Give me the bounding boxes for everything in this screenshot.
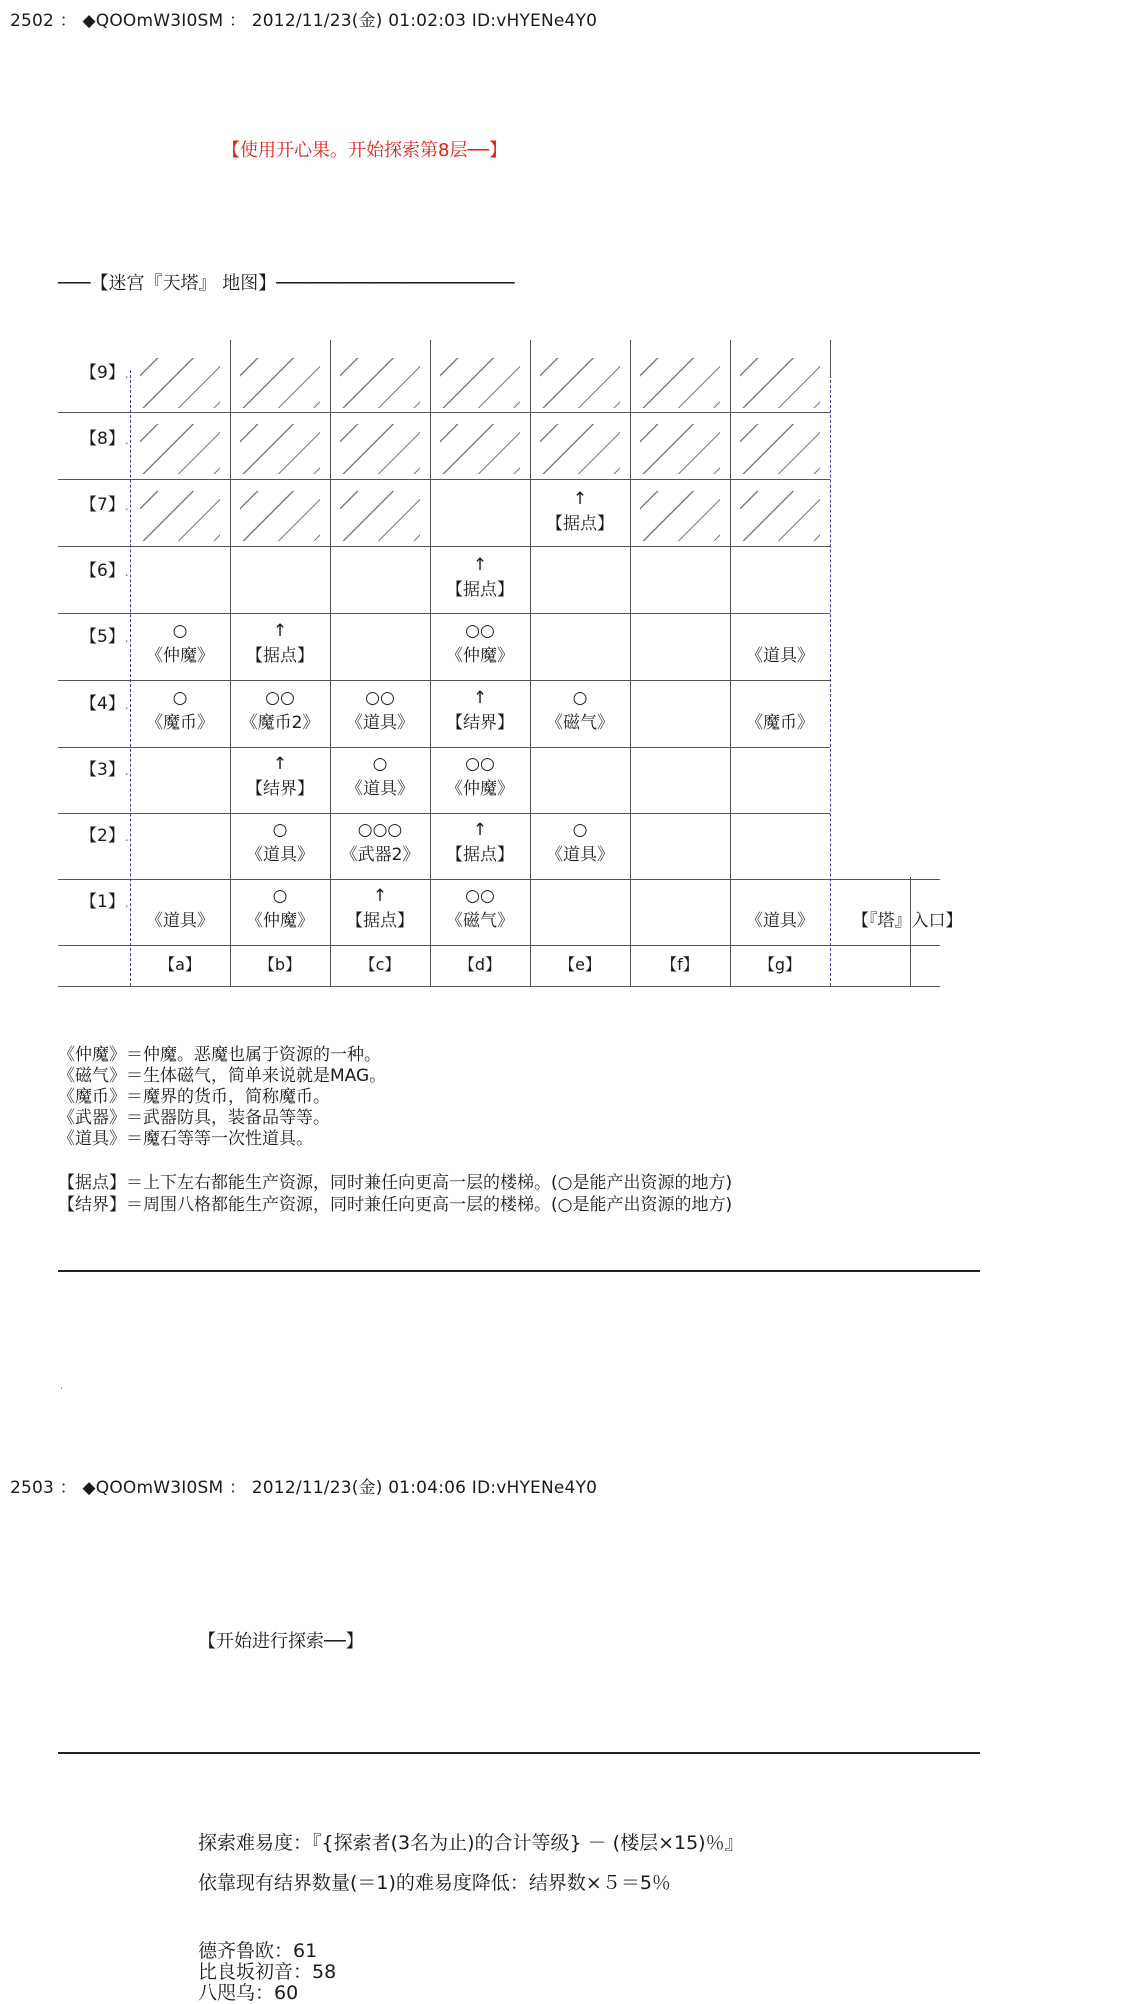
- unexplored-cell: [340, 491, 420, 541]
- cell-marker: ○: [372, 754, 388, 774]
- cell-marker: [730, 619, 830, 644]
- row-label: [80, 828, 129, 845]
- map-cell: [730, 619, 830, 669]
- cell-marker: ○: [272, 886, 288, 906]
- unexplored-cell: [240, 358, 320, 408]
- map-cell: [530, 487, 630, 537]
- row-label: [80, 629, 129, 646]
- column-label: 【d】: [458, 955, 502, 974]
- cell-label: 《磁气》: [546, 713, 614, 733]
- legend-item: 【据点】＝上下左右都能生产资源，同时兼任向更高一层的楼梯。(○是能产出资源的地方): [58, 1173, 733, 1193]
- map-cell: [330, 818, 430, 868]
- cell-marker: ↑: [472, 820, 488, 840]
- dot-mark: .: [124, 433, 129, 447]
- map-cell: [130, 686, 230, 736]
- cell-label: 《仲魔》: [246, 911, 314, 931]
- row-label-text: 【1】: [80, 892, 125, 912]
- cell-marker: ○: [172, 621, 188, 641]
- row-label-text: 【7】: [80, 495, 125, 515]
- legend-item: 《磁气》＝生体磁气，简单来说就是MAG。: [58, 1066, 387, 1086]
- map-title: ───【迷宫『天塔』 地图】──────────────────────: [58, 273, 515, 294]
- dot-mark: .: [124, 631, 129, 645]
- row-label-text: 【3】: [80, 760, 125, 780]
- entrance-label: 【『塔』入口】: [852, 911, 963, 931]
- cell-label: 【据点】: [446, 580, 514, 600]
- unexplored-cell: [340, 424, 420, 474]
- grid-line: [58, 813, 830, 814]
- dot-mark: .: [124, 830, 129, 844]
- map-cell: [730, 884, 830, 934]
- cell-marker: ↑: [272, 754, 288, 774]
- map-cell: [230, 884, 330, 934]
- cell-label: 《仲魔》: [446, 779, 514, 799]
- map-cell: [430, 553, 530, 603]
- unexplored-cell: [440, 358, 520, 408]
- cell-marker: ○: [172, 688, 188, 708]
- cell-label: 《道具》: [346, 713, 414, 733]
- map-cell: [430, 686, 530, 736]
- cell-label: 《仲魔》: [446, 646, 514, 666]
- map-cell: [330, 752, 430, 802]
- map-cell: [430, 884, 530, 934]
- cell-marker: ○○: [465, 621, 495, 641]
- row-label: [80, 563, 129, 580]
- legend-item: 【结界】＝周围八格都能生产资源，同时兼任向更高一层的楼梯。(○是能产出资源的地方): [58, 1195, 733, 1215]
- map-cell: [230, 818, 330, 868]
- unexplored-cell: [440, 424, 520, 474]
- cell-marker: ↑: [472, 688, 488, 708]
- cell-marker: [130, 884, 230, 909]
- member-level: 德齐鲁欧：61: [198, 1940, 318, 1962]
- divider: [58, 1752, 980, 1754]
- dot-mark: .: [124, 367, 129, 381]
- map-cell: [330, 884, 430, 934]
- map-cell: [230, 619, 330, 669]
- row-label-text: 【9】: [80, 363, 125, 383]
- column-label: 【f】: [661, 955, 699, 974]
- dot-mark: .: [124, 896, 129, 910]
- post-header: 2502 ： ◆QOOmW3I0SM ： 2012/11/23(金) 01:02:03 ID:vHYENe4Y0: [10, 11, 598, 31]
- map-cell: [130, 884, 230, 934]
- map-cell: [430, 619, 530, 669]
- dot-mark: .: [124, 499, 129, 513]
- dot-mark: .: [124, 698, 129, 712]
- legend-item: 《魔币》＝魔界的货币，简称魔币。: [58, 1087, 330, 1107]
- grid-line: [58, 412, 830, 413]
- cell-marker: ↑: [572, 489, 588, 509]
- unexplored-cell: [140, 424, 220, 474]
- grid-line: [630, 340, 631, 986]
- cell-label: 《道具》: [146, 911, 214, 931]
- dot-mark: .: [124, 764, 129, 778]
- cell-label: 《道具》: [546, 845, 614, 865]
- cell-label: 《魔币》: [746, 713, 814, 733]
- cell-label: 《道具》: [346, 779, 414, 799]
- row-label-text: 【2】: [80, 826, 125, 846]
- cell-label: 《道具》: [746, 646, 814, 666]
- cell-marker: ↑: [472, 555, 488, 575]
- cell-label: 【据点】: [446, 845, 514, 865]
- cell-label: 《武器2》: [340, 845, 420, 865]
- row-label: [80, 431, 129, 448]
- map-cell: [130, 619, 230, 669]
- legend-item: 《道具》＝魔石等等一次性道具。: [58, 1129, 313, 1149]
- cell-label: 《魔币2》: [240, 713, 320, 733]
- row-label: [80, 497, 129, 514]
- row-label-text: 【6】: [80, 561, 125, 581]
- dungeon-map: [0, 0, 1125, 1000]
- cell-marker: ○: [572, 688, 588, 708]
- cell-marker: ○: [572, 820, 588, 840]
- unexplored-cell: [240, 424, 320, 474]
- unexplored-cell: [140, 491, 220, 541]
- cell-marker: ↑: [372, 886, 388, 906]
- grid-line: [58, 546, 830, 547]
- grid-line: [58, 747, 830, 748]
- row-label: [80, 894, 129, 911]
- cell-marker: ○○: [265, 688, 295, 708]
- post-header: 2503 ： ◆QOOmW3I0SM ： 2012/11/23(金) 01:04:06 ID:vHYENe4Y0: [10, 1478, 598, 1498]
- cell-label: 【据点】: [546, 514, 614, 534]
- unexplored-cell: [640, 491, 720, 541]
- unexplored-cell: [540, 424, 620, 474]
- map-cell: [730, 686, 830, 736]
- row-label-text: 【5】: [80, 627, 125, 647]
- cell-label: 【结界】: [446, 713, 514, 733]
- cell-marker: [730, 686, 830, 711]
- row-label: [80, 762, 129, 779]
- column-label: 【c】: [359, 955, 401, 974]
- difficulty-formula: 探索难易度：『{探索者(3名为止)的合计等级} － (楼层×15)％』: [198, 1832, 744, 1854]
- dot-mark: .: [60, 1381, 64, 1392]
- unexplored-cell: [740, 358, 820, 408]
- map-cell: [530, 686, 630, 736]
- cell-marker: ○○○: [357, 820, 403, 840]
- cell-label: 【据点】: [246, 646, 314, 666]
- grid-line: [830, 340, 831, 375]
- grid-line: [58, 613, 830, 614]
- row-label: [80, 696, 129, 713]
- unexplored-cell: [540, 358, 620, 408]
- column-label: 【b】: [258, 955, 302, 974]
- grid-line: [58, 680, 830, 681]
- grid-line: [530, 340, 531, 986]
- unexplored-cell: [340, 358, 420, 408]
- grid-line: [910, 877, 911, 986]
- cell-label: 【据点】: [346, 911, 414, 931]
- unexplored-cell: [740, 491, 820, 541]
- map-cell: [230, 752, 330, 802]
- column-label: 【a】: [159, 955, 201, 974]
- cell-label: 《仲魔》: [146, 646, 214, 666]
- cell-label: 《磁气》: [446, 911, 514, 931]
- cell-marker: ○: [272, 820, 288, 840]
- unexplored-cell: [140, 358, 220, 408]
- dot-mark: .: [124, 565, 129, 579]
- cell-label: 《道具》: [246, 845, 314, 865]
- map-cell: [530, 818, 630, 868]
- difficulty-reduction: 依靠现有结界数量(＝1)的难易度降低：结界数×５＝5％: [198, 1872, 671, 1894]
- map-cell: [430, 818, 530, 868]
- grid-line: [58, 879, 940, 880]
- map-cell: [230, 686, 330, 736]
- cell-marker: ↑: [272, 621, 288, 641]
- cell-label: 《道具》: [746, 911, 814, 931]
- column-label: 【g】: [758, 955, 802, 974]
- cell-marker: ○○: [465, 754, 495, 774]
- map-cell: [330, 686, 430, 736]
- unexplored-cell: [240, 491, 320, 541]
- unexplored-cell: [640, 358, 720, 408]
- row-label-text: 【8】: [80, 429, 125, 449]
- cell-marker: [730, 884, 830, 909]
- cell-marker: ○○: [365, 688, 395, 708]
- grid-line: [58, 945, 940, 946]
- grid-line: [58, 986, 940, 987]
- unexplored-cell: [740, 424, 820, 474]
- member-level: 八咫乌：60: [198, 1982, 299, 2004]
- legend-item: 《武器》＝武器防具，装备品等等。: [58, 1108, 330, 1128]
- column-label: 【e】: [559, 955, 601, 974]
- grid-line: [58, 479, 830, 480]
- grid-line: [830, 370, 831, 986]
- explore-start: 【开始进行探索──】: [198, 1631, 364, 1652]
- divider: [58, 1270, 980, 1272]
- cell-marker: ○○: [465, 886, 495, 906]
- cell-label: 【结界】: [246, 779, 314, 799]
- announcement: 【使用开心果。开始探索第8层──】: [222, 140, 508, 161]
- member-level: 比良坂初音：58: [198, 1961, 337, 1983]
- unexplored-cell: [640, 424, 720, 474]
- legend-item: 《仲魔》＝仲魔。恶魔也属于资源的一种。: [58, 1045, 381, 1065]
- cell-label: 《魔币》: [146, 713, 214, 733]
- row-label-text: 【4】: [80, 694, 125, 714]
- map-cell: [430, 752, 530, 802]
- row-label: [80, 365, 129, 382]
